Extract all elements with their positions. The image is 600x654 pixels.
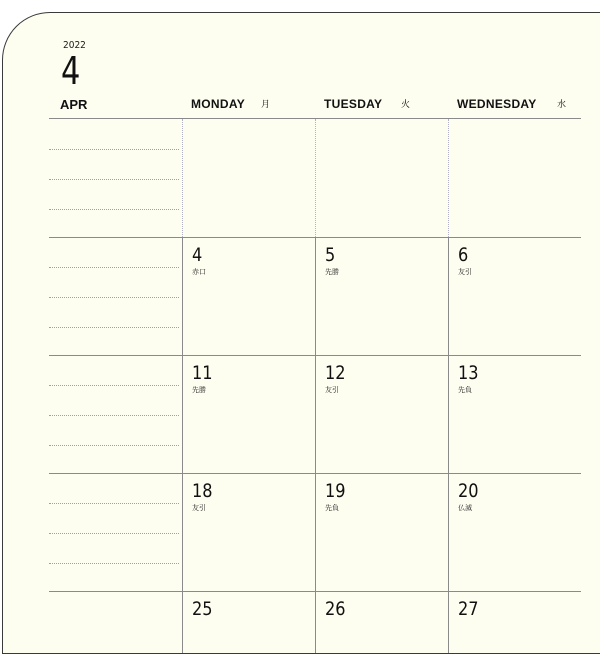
day-cell-date: 4: [192, 244, 203, 266]
day-cell-date: 13: [458, 362, 479, 384]
weekday-kanji-tuesday: 火: [401, 99, 411, 109]
day-column-divider: [448, 591, 449, 654]
day-cell-date: 5: [325, 244, 336, 266]
day-cell-rokuyo: 先勝: [325, 269, 339, 276]
day-column-divider: [182, 119, 183, 237]
notes-line: [49, 385, 179, 386]
notes-line: [49, 297, 179, 298]
notes-line: [49, 503, 179, 504]
day-column-divider: [182, 355, 183, 473]
weekday-header-monday: MONDAY: [191, 97, 246, 111]
notes-line: [49, 533, 179, 534]
day-column-divider: [315, 473, 316, 591]
day-cell-rokuyo: 先勝: [192, 387, 206, 394]
day-column-divider: [448, 237, 449, 355]
weekday-kanji-monday: 月: [261, 99, 271, 109]
day-cell-rokuyo: 先負: [458, 387, 472, 394]
day-column-divider: [182, 591, 183, 654]
day-cell-rokuyo: 仏滅: [458, 505, 472, 512]
year-label: 2022: [63, 40, 86, 51]
notes-line: [49, 149, 179, 150]
weekday-kanji-wednesday: 水: [557, 99, 567, 109]
month-abbreviation: APR: [60, 97, 88, 112]
weekday-header-wednesday: WEDNESDAY: [457, 97, 537, 111]
day-cell-date: 26: [325, 598, 346, 620]
day-cell-rokuyo: 友引: [325, 387, 339, 394]
day-cell-date: 11: [192, 362, 213, 384]
day-cell-date: 6: [458, 244, 469, 266]
notes-line: [49, 267, 179, 268]
day-cell-date: 19: [325, 480, 346, 502]
day-cell-rokuyo: 友引: [458, 269, 472, 276]
notes-line: [49, 563, 179, 564]
notes-line: [49, 445, 179, 446]
day-column-divider: [315, 355, 316, 473]
planner-page: [2, 12, 600, 654]
weekday-header-tuesday: TUESDAY: [324, 97, 383, 111]
notes-line: [49, 209, 179, 210]
day-cell-date: 20: [458, 480, 479, 502]
day-cell-rokuyo: 赤口: [192, 269, 206, 276]
day-cell-date: 18: [192, 480, 213, 502]
day-cell-date: 27: [458, 598, 479, 620]
day-column-divider: [315, 119, 316, 237]
day-column-divider: [182, 473, 183, 591]
day-cell-rokuyo: 友引: [192, 505, 206, 512]
day-column-divider: [448, 119, 449, 237]
day-column-divider: [315, 591, 316, 654]
day-column-divider: [448, 473, 449, 591]
day-cell-date: 25: [192, 598, 213, 620]
month-number: 4: [61, 49, 81, 93]
day-column-divider: [448, 355, 449, 473]
day-cell-date: 12: [325, 362, 346, 384]
day-cell-rokuyo: 先負: [325, 505, 339, 512]
notes-line: [49, 179, 179, 180]
notes-line: [49, 327, 179, 328]
day-column-divider: [182, 237, 183, 355]
notes-line: [49, 415, 179, 416]
day-column-divider: [315, 237, 316, 355]
